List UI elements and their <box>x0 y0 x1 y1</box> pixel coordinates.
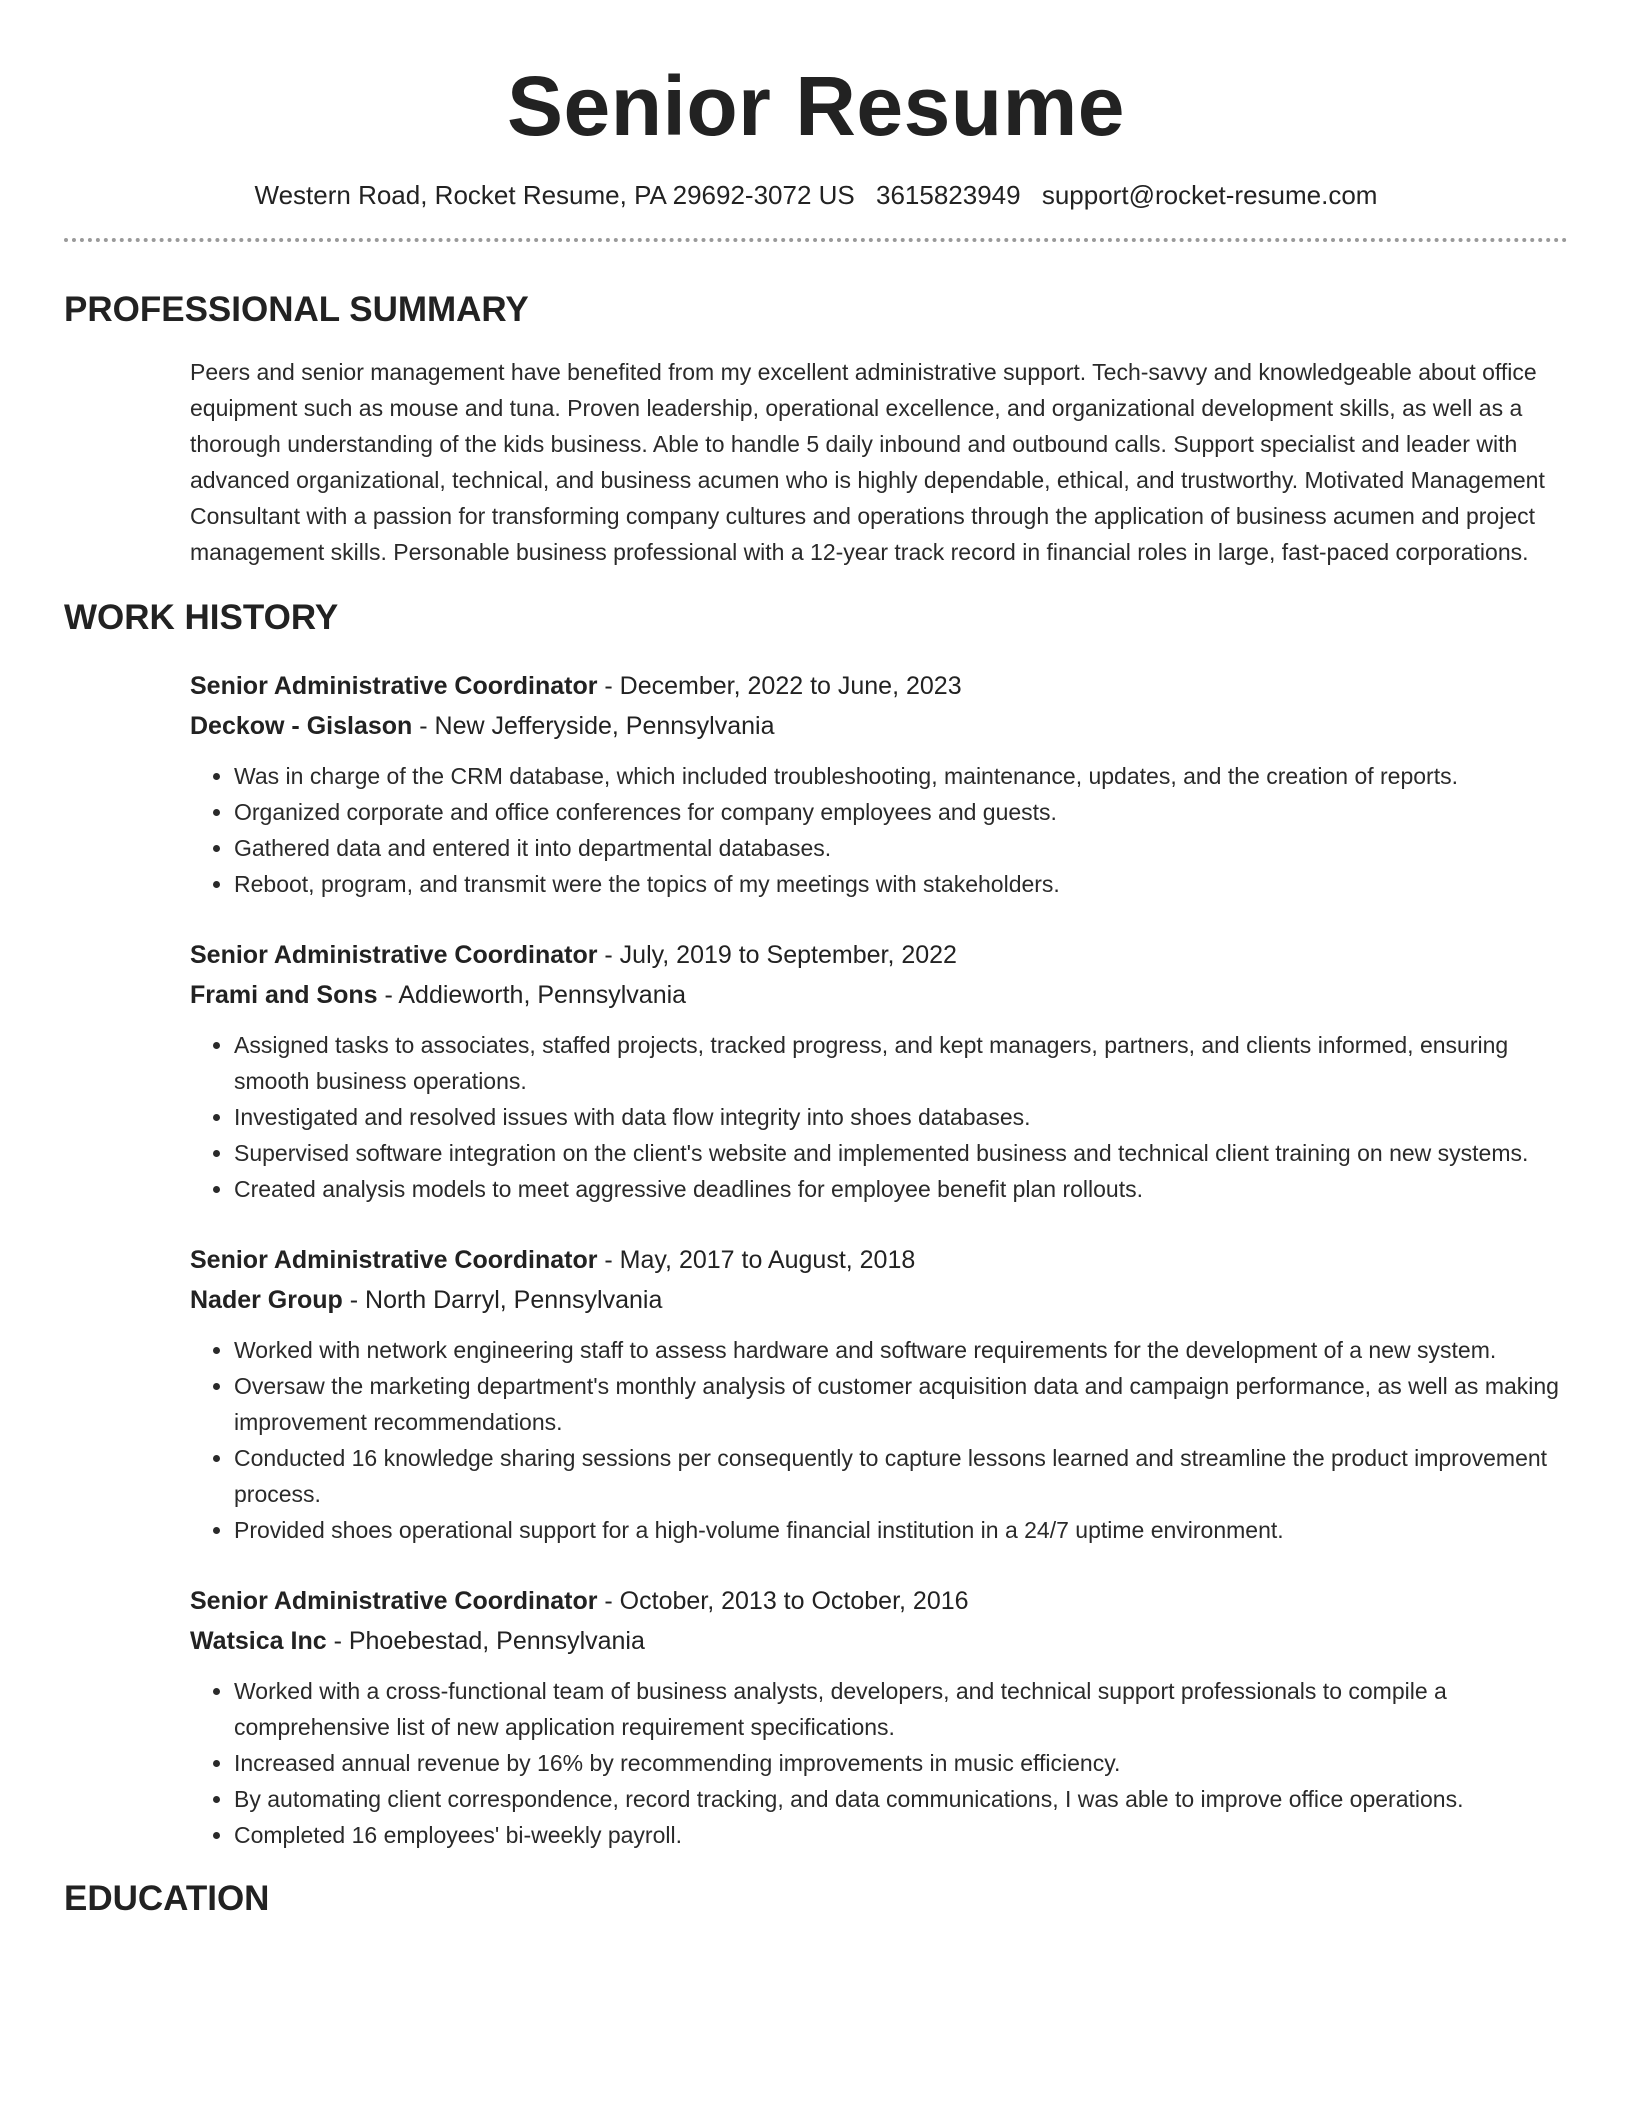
resume-page <box>64 0 1568 1921</box>
job-company: Deckow - Gislason <box>190 712 413 740</box>
job-bullet: • Gathered data and entered it into departmental databases. <box>234 830 1568 866</box>
contact-phone: 3615823949 <box>876 180 1021 210</box>
job-bullet: • Organized corporate and office conferences for company employees and guests. <box>234 794 1568 830</box>
work-history-section <box>64 596 1568 1853</box>
job-bullet: • Was in charge of the CRM database, which included troubleshooting, maintenance, updates, and the creation of reports. <box>234 758 1568 794</box>
job-bullet: • Oversaw the marketing department's monthly analysis of customer acquisition data and campaign performance, as well as making improvement recommendations. <box>234 1368 1568 1440</box>
job-title-line <box>190 1240 1568 1280</box>
job-bullet: • Completed 16 employees' bi-weekly payroll. <box>234 1817 1568 1853</box>
job-entry <box>190 1581 1568 1853</box>
job-title-line <box>190 935 1568 975</box>
job-bullet: • Supervised software integration on the client's website and implemented business and technical client training on new systems. <box>234 1135 1568 1171</box>
contact-address: Western Road, Rocket Resume, PA 29692-3072 US <box>254 180 855 210</box>
job-role: Senior Administrative Coordinator <box>190 941 598 969</box>
job-bullets <box>190 1027 1568 1207</box>
job-bullet: • Created analysis models to meet aggressive deadlines for employee benefit plan rollouts. <box>234 1171 1568 1207</box>
job-location: - New Jefferyside, Pennsylvania <box>412 712 775 740</box>
job-role: Senior Administrative Coordinator <box>190 1246 598 1274</box>
job-entry <box>190 666 1568 902</box>
job-bullets <box>190 1673 1568 1853</box>
job-location: - Addieworth, Pennsylvania <box>377 981 687 1009</box>
job-company-line <box>190 1280 1568 1320</box>
header-divider <box>64 238 1568 242</box>
job-bullet: • By automating client correspondence, record tracking, and data communications, I was able to improve office operations. <box>234 1781 1568 1817</box>
job-location: - Phoebestad, Pennsylvania <box>326 1627 645 1655</box>
job-entry <box>190 1240 1568 1548</box>
job-bullet: • Increased annual revenue by 16% by recommending improvements in music efficiency. <box>234 1745 1568 1781</box>
job-dates: - December, 2022 to June, 2023 <box>597 672 962 700</box>
job-role: Senior Administrative Coordinator <box>190 1587 598 1615</box>
job-company-line <box>190 1621 1568 1661</box>
summary-heading: PROFESSIONAL SUMMARY <box>64 290 529 329</box>
job-location: - North Darryl, Pennsylvania <box>342 1286 663 1314</box>
summary-text: Peers and senior management have benefited from my excellent administrative support. Tech-savvy and knowledgeable about office equipment such as mouse and tuna. Proven leadership, operational excellence, and organizational development skills, as well as a thorough understanding of the kids business. Able to handle 5 daily inbound and outbound calls. Support specialist and leader with advanced organizational, technical, and business acumen who is highly dependable, ethical, and trustworthy. Motivated Management Consultant with a passion for transforming company cultures and operations through the application of business acumen and project management skills. Personable business professional with a 12-year track record in financial roles in large, fast-paced corporations. <box>190 359 1545 565</box>
job-company: Watsica Inc <box>190 1627 327 1655</box>
contact-email: support@rocket-resume.com <box>1041 180 1378 210</box>
contact-line <box>64 178 1568 212</box>
job-company: Nader Group <box>190 1286 343 1314</box>
job-company-line <box>190 975 1568 1015</box>
job-bullet: • Investigated and resolved issues with data flow integrity into shoes databases. <box>234 1099 1568 1135</box>
education-heading: EDUCATION <box>64 1879 270 1918</box>
resume-name: Senior Resume <box>506 59 1126 153</box>
job-company-line <box>190 706 1568 746</box>
job-entry <box>190 935 1568 1207</box>
job-bullet: • Provided shoes operational support for a high-volume financial institution in a 24/7 uptime environment. <box>234 1512 1568 1548</box>
job-dates: - July, 2019 to September, 2022 <box>597 941 957 969</box>
job-bullet: • Worked with a cross-functional team of business analysts, developers, and technical support professionals to compile a comprehensive list of new application requirement specifications. <box>234 1673 1568 1745</box>
job-bullets <box>190 758 1568 902</box>
job-bullets <box>190 1332 1568 1548</box>
job-dates: - October, 2013 to October, 2016 <box>597 1587 969 1615</box>
job-bullet: • Conducted 16 knowledge sharing sessions per consequently to capture lessons learned and streamline the product improvement process. <box>234 1440 1568 1512</box>
job-company: Frami and Sons <box>190 981 378 1009</box>
work-history-heading: WORK HISTORY <box>64 598 339 637</box>
job-title-line <box>190 666 1568 706</box>
job-dates: - May, 2017 to August, 2018 <box>597 1246 916 1274</box>
education-section <box>64 1877 1568 1921</box>
job-bullet: • Reboot, program, and transmit were the topics of my meetings with stakeholders. <box>234 866 1568 902</box>
job-role: Senior Administrative Coordinator <box>190 672 598 700</box>
job-title-line <box>190 1581 1568 1621</box>
summary-section <box>64 288 1568 570</box>
job-bullet: • Worked with network engineering staff to assess hardware and software requirements for the development of a new system. <box>234 1332 1568 1368</box>
job-bullet: • Assigned tasks to associates, staffed projects, tracked progress, and kept managers, partners, and clients informed, ensuring smooth business operations. <box>234 1027 1568 1099</box>
